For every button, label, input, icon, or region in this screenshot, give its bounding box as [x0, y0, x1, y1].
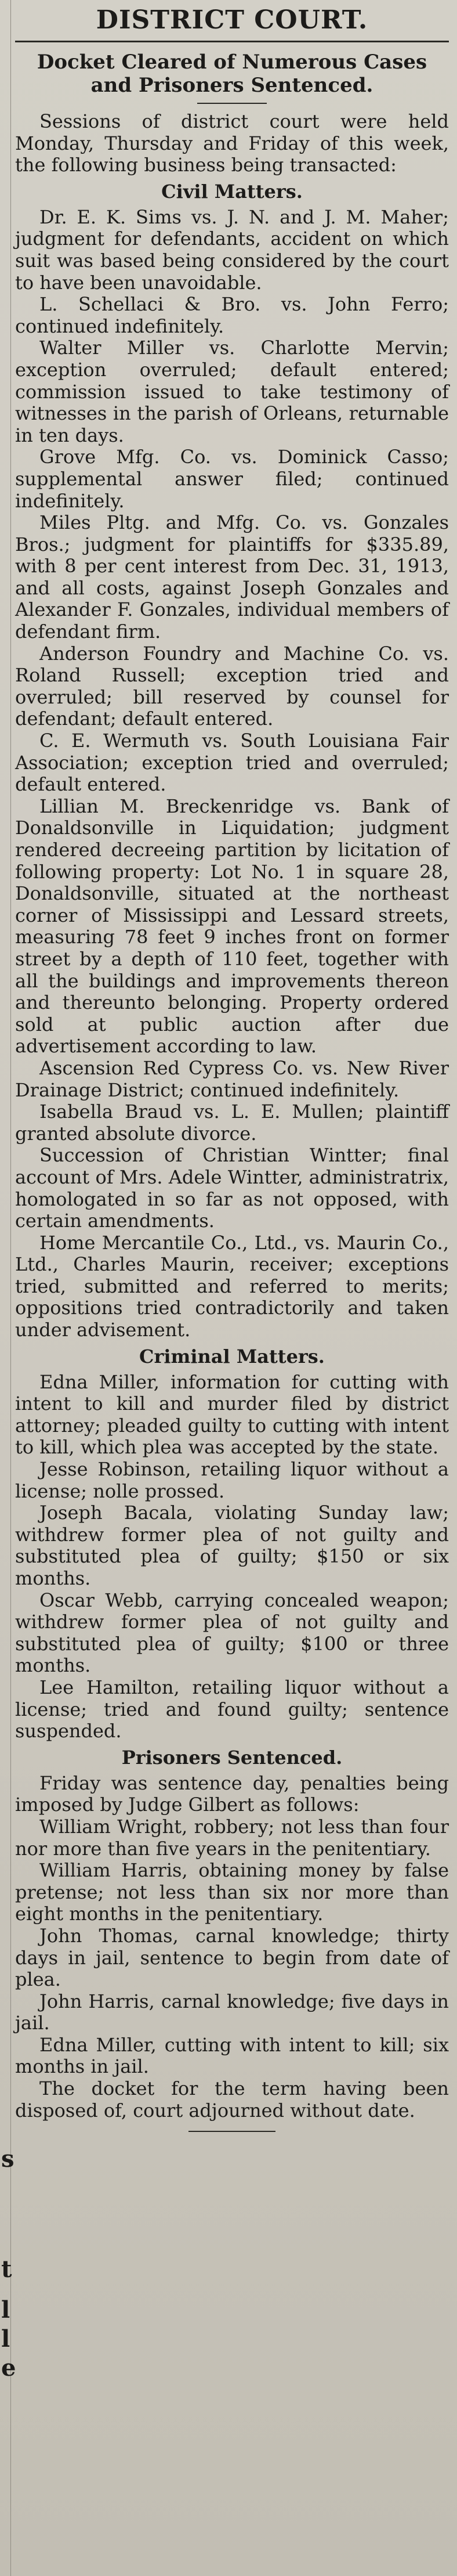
edge-fragment: s — [1, 2145, 14, 2173]
intro-paragraph: Sessions of district court were held Monday, Thursday and Friday of this week, the following business being transacted: — [15, 110, 449, 176]
criminal-item: Joseph Bacala, violating Sunday law; withdrew former plea of not guilty and substituted plea of guilty; $150 or six months. — [15, 1502, 449, 1589]
criminal-item: Lee Hamilton, retailing liquor without a license; tried and found guilty; sentence suspended. — [15, 1676, 449, 1742]
civil-item: Dr. E. K. Sims vs. J. N. and J. M. Maher; judgment for defendants, accident on which suit was based being considered by the court to have been unavoidable. — [15, 205, 449, 294]
sentence-item: Friday was sentence day, penalties being imposed by Judge Gilbert as follows: — [15, 1772, 449, 1816]
criminal-item: Oscar Webb, carrying concealed weapon; withdrew former plea of not guilty and substituted plea of guilty; $100 or three months. — [15, 1589, 449, 1677]
sentence-item: William Wright, robbery; not less than four nor more than five years in the penitentiary. — [15, 1815, 449, 1860]
civil-item: Walter Miller vs. Charlotte Mervin; exception overruled; default entered; commission issued to take testimony of witnesses in the parish of Orleans, returnable in ten days. — [15, 337, 449, 446]
sentence-item: John Harris, carnal knowledge; five days in jail. — [15, 1990, 449, 2034]
title-rule — [15, 41, 449, 42]
civil-item: Lillian M. Breckenridge vs. Bank of Donaldsonville in Liquidation; judgment rendered decreeing partition by licitation of following property: Lot No. 1 in square 28, Donaldsonville, situated at the northeast corner of Mississippi and Lessard streets, measuring 78 feet 9 inches front on former street by a depth of 110 feet, together with all the buildings and improvements thereon and thereunto belonging. Property ordered sold at public auction after due advertisement according to law. — [15, 795, 449, 1058]
civil-item: Home Mercantile Co., Ltd., vs. Maurin Co., Ltd., Charles Maurin, receiver; exceptions tried, submitted and referred to merits; oppositions tried contradictorily and taken under advisement. — [15, 1231, 449, 1341]
civil-item: Anderson Foundry and Machine Co. vs. Roland Russell; exception tried and overruled; bill reserved by counsel for defendant; default entered. — [15, 642, 449, 730]
article-title: DISTRICT COURT. — [96, 5, 368, 35]
section-heading-sentenced: Prisoners Sentenced. — [121, 1746, 343, 1769]
civil-item: Grove Mfg. Co. vs. Dominick Casso; supplemental answer filed; continued indefinitely. — [15, 446, 449, 512]
civil-item: Isabella Braud vs. L. E. Mullen; plaintiff granted absolute divorce. — [15, 1101, 449, 1145]
edge-fragment: l — [1, 2296, 10, 2324]
criminal-item: Edna Miller, information for cutting with intent to kill and murder filed by district attorney; pleaded guilty to cutting with intent to kill, which plea was accepted by the state. — [15, 1370, 449, 1459]
edge-fragment: t — [1, 2256, 12, 2283]
civil-item: C. E. Wermuth vs. South Louisiana Fair Association; exception tried and overruled; default entered. — [15, 730, 449, 796]
civil-item: L. Schellaci & Bro. vs. John Ferro; continued indefinitely. — [15, 293, 449, 337]
edge-fragment: e — [1, 2354, 16, 2382]
end-rule — [188, 2131, 275, 2132]
civil-item: Succession of Christian Wintter; final account of Mrs. Adele Wintter, administratrix, homologated in so far as not opposed, with certain amendments. — [15, 1144, 449, 1232]
civil-item: Ascension Red Cypress Co. vs. New River Drainage District; continued indefinitely. — [15, 1056, 449, 1101]
district-court-article — [15, 6, 449, 2132]
section-heading-criminal: Criminal Matters. — [139, 1345, 325, 1368]
sentence-item: Edna Miller, cutting with intent to kill; six months in jail. — [15, 2033, 449, 2078]
sentence-item: William Harris, obtaining money by false pretense; not less than six nor more than eight months in the penitentiary. — [15, 1859, 449, 1925]
closing-paragraph: The docket for the term having been disposed of, court adjourned without date. — [15, 2077, 449, 2122]
article-subheadline: Docket Cleared of Numerous Cases and Prisoners Sentenced. — [37, 50, 427, 97]
edge-fragment: l — [1, 2325, 10, 2353]
section-heading-civil: Civil Matters. — [161, 180, 303, 203]
adjacent-column-edge — [0, 0, 16, 2576]
criminal-item: Jesse Robinson, retailing liquor without a license; nolle prossed. — [15, 1458, 449, 1502]
civil-item: Miles Pltg. and Mfg. Co. vs. Gonzales Bros.; judgment for plaintiffs for $335.89, with 8 per cent interest from Dec. 31, 1913, and all costs, against Joseph Gonzales and Alexander F. Gonzales, individual members of defendant firm. — [15, 511, 449, 643]
sentence-item: John Thomas, carnal knowledge; thirty days in jail, sentence to begin from date of plea. — [15, 1924, 449, 1991]
headline-rule — [197, 103, 267, 104]
